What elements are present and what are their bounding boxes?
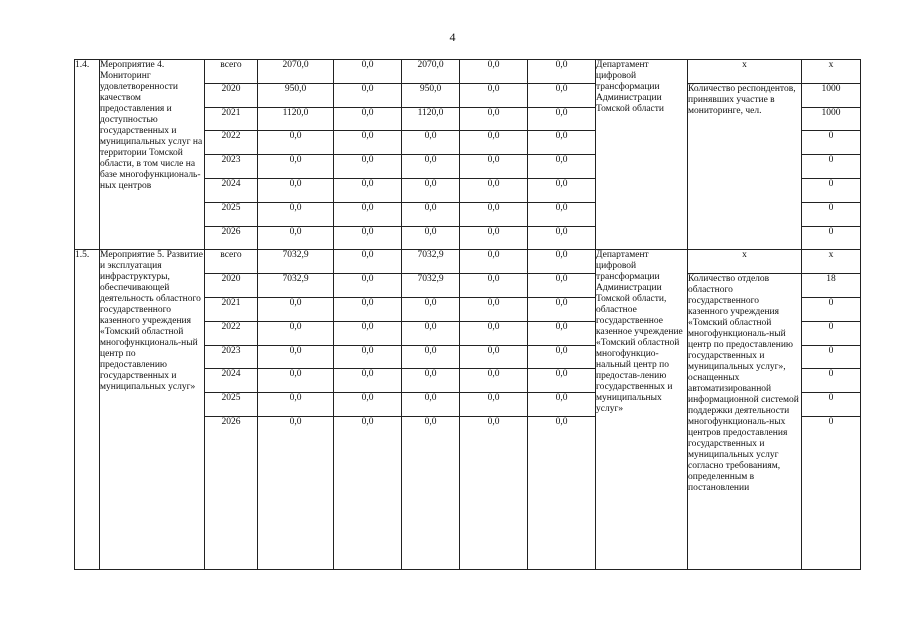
target-value-cell: 0 [802,321,861,345]
federal-cell: 0,0 [334,416,402,569]
total-cell: 0,0 [258,345,334,369]
local-cell: 0,0 [460,321,528,345]
local-cell: 0,0 [460,393,528,417]
local-cell: 0,0 [460,83,528,107]
total-cell: 0,0 [258,393,334,417]
budget-table [74,59,861,570]
federal-cell: 0,0 [334,178,402,202]
other-cell: 0,0 [528,297,596,321]
regional-cell: 0,0 [402,178,460,202]
indicator-mark-cell: х [688,250,802,274]
regional-cell: 7032,9 [402,250,460,274]
federal-cell: 0,0 [334,202,402,226]
other-cell: 0,0 [528,416,596,569]
federal-cell: 0,0 [334,297,402,321]
local-cell: 0,0 [460,297,528,321]
year-cell: 2023 [205,345,258,369]
regional-cell: 0,0 [402,369,460,393]
target-value-cell: 0 [802,155,861,179]
row-index: 1.5. [75,250,100,570]
local-cell: 0,0 [460,369,528,393]
federal-cell: 0,0 [334,60,402,84]
year-cell: 2020 [205,274,258,298]
year-cell: 2021 [205,297,258,321]
regional-cell: 0,0 [402,155,460,179]
regional-cell: 7032,9 [402,274,460,298]
federal-cell: 0,0 [334,393,402,417]
total-cell: 0,0 [258,178,334,202]
federal-cell: 0,0 [334,107,402,131]
target-value-cell: 0 [802,226,861,250]
local-cell: 0,0 [460,250,528,274]
measure-name: Мероприятие 5. Развитие и эксплуатация инфраструктуры, обеспечивающей деятельность областного государственного казенного учреждения «Томский областной многофункциональ-ный центр по предоставлению государственных и муниципальных услуг» [100,250,205,570]
other-cell: 0,0 [528,60,596,84]
local-cell: 0,0 [460,131,528,155]
row-index: 1.4. [75,60,100,250]
target-value-cell: 0 [802,345,861,369]
total-cell: 0,0 [258,369,334,393]
target-value-cell: 0 [802,178,861,202]
regional-cell: 0,0 [402,131,460,155]
other-cell: 0,0 [528,250,596,274]
year-cell: 2022 [205,321,258,345]
local-cell: 0,0 [460,178,528,202]
local-cell: 0,0 [460,416,528,569]
table-body [75,60,861,570]
local-cell: 0,0 [460,107,528,131]
total-cell: 0,0 [258,297,334,321]
regional-cell: 0,0 [402,416,460,569]
target-value-cell: 0 [802,416,861,569]
target-value-cell: х [802,60,861,84]
year-cell: всего [205,60,258,84]
federal-cell: 0,0 [334,321,402,345]
regional-cell: 2070,0 [402,60,460,84]
target-value-cell: 0 [802,202,861,226]
measure-name: Мероприятие 4. Мониторинг удовлетворенности качеством предоставления и доступностью государственных и муниципальных услуг на территории Томской области, в том числе на базе многофункциональ-ных центров [100,60,205,250]
year-cell: 2026 [205,226,258,250]
regional-cell: 1120,0 [402,107,460,131]
federal-cell: 0,0 [334,250,402,274]
regional-cell: 0,0 [402,297,460,321]
other-cell: 0,0 [528,202,596,226]
department-name: Департамент цифровой трансформации Администрации Томской области [596,60,688,250]
local-cell: 0,0 [460,155,528,179]
total-cell: 950,0 [258,83,334,107]
indicator-name: Количество респондентов, принявших участие в мониторинге, чел. [688,83,802,250]
year-cell: 2025 [205,202,258,226]
other-cell: 0,0 [528,226,596,250]
regional-cell: 0,0 [402,202,460,226]
table-row [75,60,861,84]
other-cell: 0,0 [528,83,596,107]
total-cell: 7032,9 [258,274,334,298]
other-cell: 0,0 [528,274,596,298]
regional-cell: 0,0 [402,226,460,250]
year-cell: 2023 [205,155,258,179]
total-cell: 0,0 [258,155,334,179]
target-value-cell: 0 [802,393,861,417]
indicator-name: Количество отделов областного государственного казенного учреждения «Томский областной многофункциональ-ный центр по предоставлению государственных и муниципальных услуг», оснащенных автоматизированной информационной системой поддержки деятельности многофункциональ-ных центров предоставления государственных и муниципальных услуг согласно требованиям, определенным в постановлении [688,274,802,570]
other-cell: 0,0 [528,131,596,155]
indicator-mark-cell: х [688,60,802,84]
federal-cell: 0,0 [334,155,402,179]
total-cell: 0,0 [258,321,334,345]
federal-cell: 0,0 [334,369,402,393]
other-cell: 0,0 [528,107,596,131]
target-value-cell: 0 [802,297,861,321]
department-name: Департамент цифровой трансформации Администрации Томской области, областное государственное казенное учреждение «Томский областной многофункцио-нальный центр по предостав-лению государственных и муниципальных услуг» [596,250,688,570]
other-cell: 0,0 [528,178,596,202]
total-cell: 1120,0 [258,107,334,131]
total-cell: 0,0 [258,131,334,155]
target-value-cell: 0 [802,131,861,155]
total-cell: 0,0 [258,416,334,569]
target-value-cell: 18 [802,274,861,298]
total-cell: 0,0 [258,202,334,226]
other-cell: 0,0 [528,393,596,417]
year-cell: 2026 [205,416,258,569]
other-cell: 0,0 [528,369,596,393]
local-cell: 0,0 [460,202,528,226]
local-cell: 0,0 [460,226,528,250]
year-cell: всего [205,250,258,274]
federal-cell: 0,0 [334,345,402,369]
page-number: 4 [449,30,456,44]
year-cell: 2022 [205,131,258,155]
year-cell: 2024 [205,369,258,393]
year-cell: 2024 [205,178,258,202]
other-cell: 0,0 [528,155,596,179]
federal-cell: 0,0 [334,226,402,250]
local-cell: 0,0 [460,345,528,369]
total-cell: 7032,9 [258,250,334,274]
year-cell: 2021 [205,107,258,131]
other-cell: 0,0 [528,345,596,369]
other-cell: 0,0 [528,321,596,345]
total-cell: 0,0 [258,226,334,250]
regional-cell: 950,0 [402,83,460,107]
federal-cell: 0,0 [334,83,402,107]
year-cell: 2025 [205,393,258,417]
local-cell: 0,0 [460,60,528,84]
target-value-cell: 1000 [802,83,861,107]
total-cell: 2070,0 [258,60,334,84]
regional-cell: 0,0 [402,345,460,369]
target-value-cell: х [802,250,861,274]
federal-cell: 0,0 [334,274,402,298]
local-cell: 0,0 [460,274,528,298]
target-value-cell: 1000 [802,107,861,131]
regional-cell: 0,0 [402,393,460,417]
federal-cell: 0,0 [334,131,402,155]
target-value-cell: 0 [802,369,861,393]
year-cell: 2020 [205,83,258,107]
regional-cell: 0,0 [402,321,460,345]
table-row [75,250,861,274]
